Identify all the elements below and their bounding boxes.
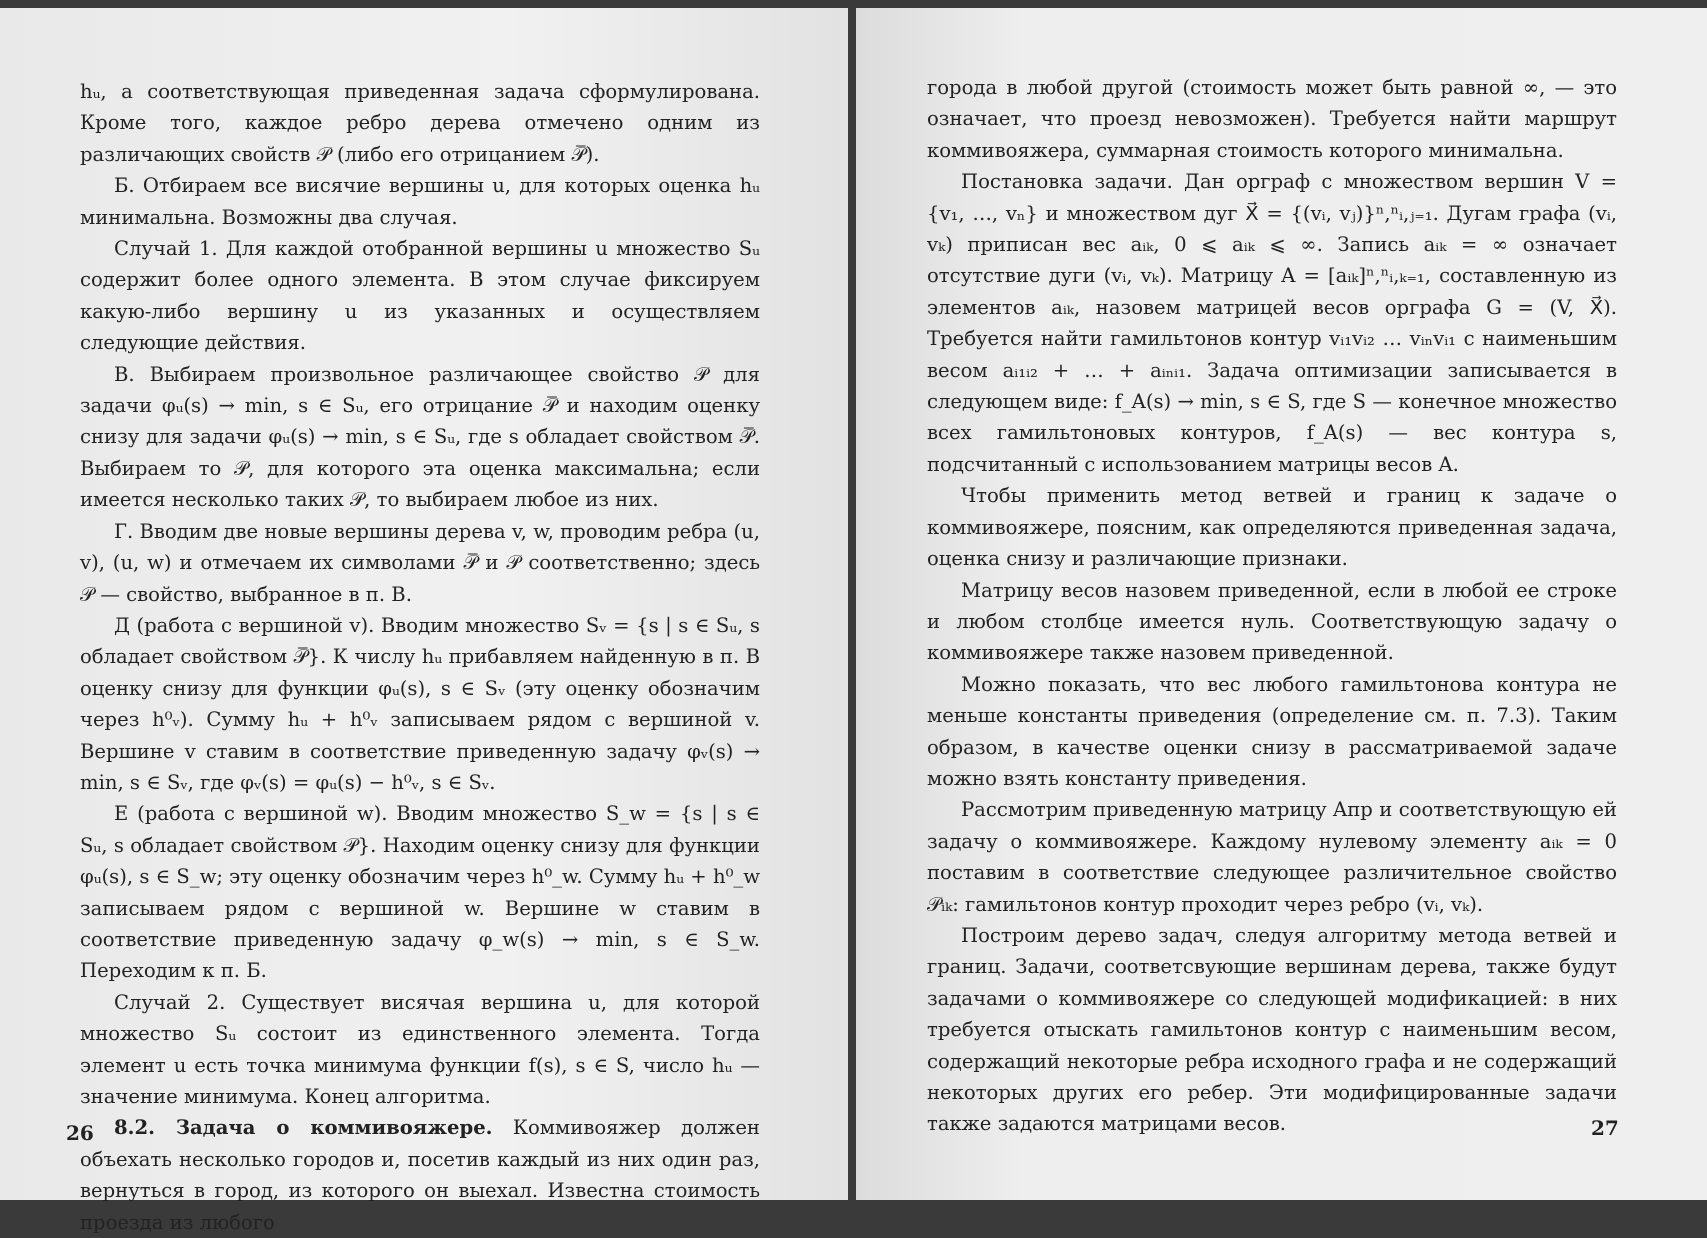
paragraph: Г. Вводим две новые вершины дерева v, w, проводим ребра (u, v), (u, w) и отмечаем их символами 𝒫̅ и 𝒫 соответственно; здесь 𝒫 — свойство, выбранное в п. В. bbox=[80, 519, 760, 606]
page-number-right: 27 bbox=[1591, 1116, 1619, 1140]
paragraph: Случай 2. Существует висячая вершина u, для которой множество Sᵤ состоит из единственного элемента. Тогда элемент u есть точка минимума функции f(s), s ∈ S, число hᵤ — значение минимума. Конец алгоритма. bbox=[80, 990, 760, 1108]
paragraph: Постановка задачи. Дан орграф с множеством вершин V = {v₁, …, vₙ} и множеством дуг X⃗ = {(vᵢ, vⱼ)}ⁿ,ⁿᵢ,ⱼ₌₁. Дугам графа (vᵢ, vₖ) приписан вес aᵢₖ, 0 ⩽ aᵢₖ ⩽ ∞. Запись aᵢₖ = ∞ означает отсутствие дуги (vᵢ, vₖ). Матрицу A = [aᵢₖ]ⁿ,ⁿᵢ,ₖ₌₁, составленную из элементов aᵢₖ, назовем матрицей весов орграфа G = (V, X⃗). Требуется найти гамильтонов контур vᵢ₁vᵢ₂ … vᵢₙvᵢ₁ с наименьшим весом aᵢ₁ᵢ₂ + … + aᵢₙᵢ₁. Задача оптимизации записывается в следующем виде: f_A(s) → min, s ∈ S, где S — конечное множество всех гамильтоновых контуров, f_A(s) — вес контура s, подсчитанный с использованием матрицы весов A. bbox=[927, 170, 1617, 476]
left-page bbox=[0, 8, 848, 1234]
left-page-text bbox=[80, 76, 760, 1238]
paragraph: Д (работа с вершиной v). Вводим множество Sᵥ = {s | s ∈ Sᵤ, s обладает свойством 𝒫̅}. К числу hᵤ прибавляем найденную в п. В оценку снизу для функции φᵤ(s), s ∈ Sᵥ (эту оценку обозначим через h⁰ᵥ). Сумму hᵤ + h⁰ᵥ записываем рядом с вершиной v. Вершине v ставим в соответствие приведенную задачу φᵥ(s) → min, s ∈ Sᵥ, где φᵥ(s) = φᵤ(s) − h⁰ᵥ, s ∈ Sᵥ. bbox=[80, 613, 760, 794]
book-gutter bbox=[848, 8, 856, 1200]
paragraph: Е (работа с вершиной w). Вводим множество S_w = {s | s ∈ Sᵤ, s обладает свойством 𝒫}. Находим оценку снизу для функции φᵤ(s), s ∈ S_w; эту оценку обозначим через h⁰_w. Сумму hᵤ + h⁰_w записываем рядом с вершиной w. Вершине w ставим в соответствие приведенную задачу φ_w(s) → min, s ∈ S_w. Переходим к п. Б. bbox=[80, 802, 760, 983]
paragraph: Б. Отбираем все висячие вершины u, для которых оценка hᵤ минимальна. Возможны два случая. bbox=[80, 174, 760, 229]
paragraph: Построим дерево задач, следуя алгоритму метода ветвей и границ. Задачи, соответсвующие вершинам дерева, также будут задачами о коммивояжере со следующей модификацией: в них требуется отыскать гамильтонов контур с наименьшим весом, содержащий некоторые ребра исходного графа и не содержащий некоторых других его ребер. Эти модифицированные задачи также задаются матрицами весов. bbox=[927, 923, 1617, 1136]
right-page-text bbox=[927, 72, 1617, 1140]
paragraph: hᵤ, а соответствующая приведенная задача сформулирована. Кроме того, каждое ребро дерева отмечено одним из различающих свойств 𝒫 (либо его отрицанием 𝒫̅). bbox=[80, 80, 760, 166]
paragraph: Рассмотрим приведенную матрицу Aпр и соответствующую ей задачу о коммивояжере. Каждому нулевому элементу aᵢₖ = 0 поставим в соответствие следующее различительное свойство 𝒫ᵢₖ: гамильтонов контур проходит через ребро (vᵢ, vₖ). bbox=[927, 798, 1617, 916]
paragraph: В. Выбираем произвольное различающее свойство 𝒫 для задачи φᵤ(s) → min, s ∈ Sᵤ, его отрицание 𝒫̅ и находим оценку снизу для задачи φᵤ(s) → min, s ∈ Sᵤ, где s обладает свойством 𝒫̅. Выбираем то 𝒫, для которого эта оценка максимальна; если имеется несколько таких 𝒫, то выбираем любое из них. bbox=[80, 362, 760, 512]
page-number-left: 26 bbox=[66, 1121, 94, 1145]
paragraph: Чтобы применить метод ветвей и границ к задаче о коммивояжере, поясним, как определяются приведенная задача, оценка снизу и различающие признаки. bbox=[927, 484, 1617, 571]
paragraph: Можно показать, что вес любого гамильтонова контура не меньше константы приведения (определение см. п. 7.3). Таким образом, в качестве оценки снизу в рассматриваемой задаче можно взять константу приведения. bbox=[927, 672, 1617, 790]
paragraph: города в любой другой (стоимость может быть равной ∞, — это означает, что проезд невозможен). Требуется найти маршрут коммивояжера, суммарная стоимость которого минимальна. bbox=[927, 76, 1617, 162]
section-paragraph bbox=[80, 1112, 760, 1238]
right-page bbox=[856, 8, 1707, 1200]
section-heading: 8.2. Задача о коммивояжере. bbox=[114, 1116, 493, 1140]
section-text: Коммивояжер должен объехать несколько городов и, посетив каждый из них один раз, вернуться в город, из которого он выехал. Известна стоимость проезда из любого bbox=[80, 1116, 760, 1234]
paragraph: Матрицу весов назовем приведенной, если в любой ее строке и любом столбце имеется нуль. Соответствующую задачу о коммивояжере также назовем приведенной. bbox=[927, 578, 1617, 665]
paragraph: Случай 1. Для каждой отобранной вершины u множество Sᵤ содержит более одного элемента. В этом случае фиксируем какую-либо вершину u из указанных и осуществляем следующие действия. bbox=[80, 237, 760, 355]
